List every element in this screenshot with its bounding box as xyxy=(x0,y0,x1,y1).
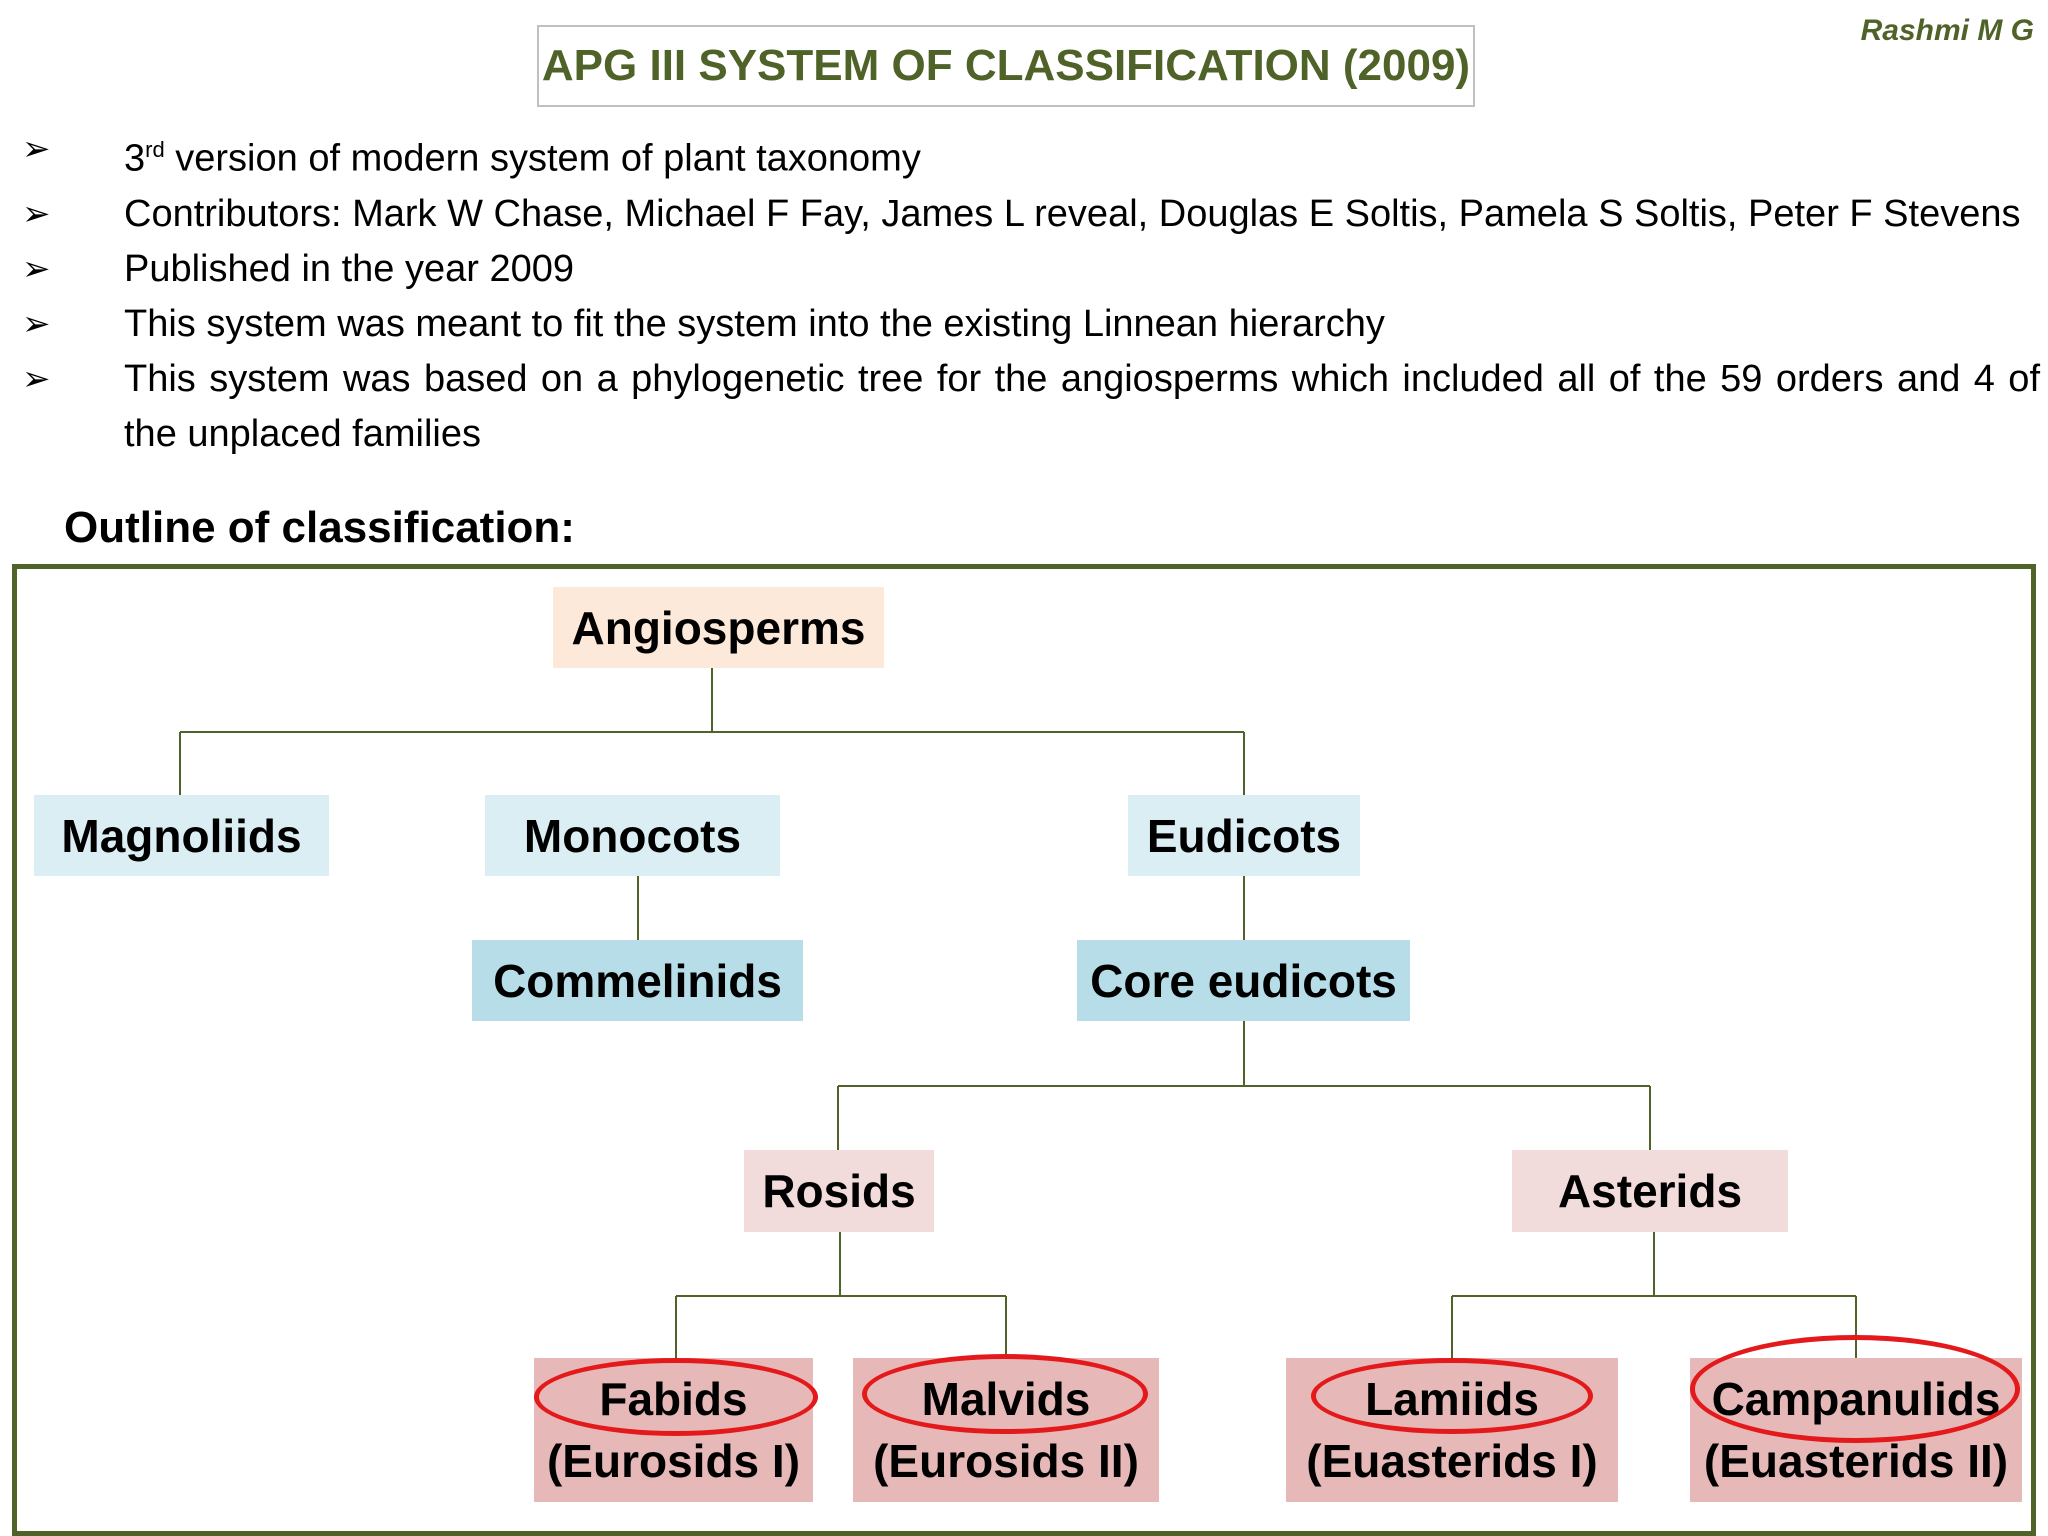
node-monocots xyxy=(485,795,780,876)
node-campanulids-sublabel: (Euasterids II) xyxy=(1703,1435,2009,1487)
connector-angiosperms-children xyxy=(180,668,1244,795)
node-malvids-sublabel: (Eurosids II) xyxy=(873,1435,1139,1487)
arrow-bullet-icon: ➢ xyxy=(22,304,51,343)
page-title: APG III SYSTEM OF CLASSIFICATION (2009) xyxy=(537,25,1475,107)
node-commelinids xyxy=(472,940,803,1021)
node-asterids-label: Asterids xyxy=(1557,1165,1743,1217)
bullet-text: This system was based on a phylogenetic tree for the angiosperms which included all of the 59 orders and 4 of the unplaced families xyxy=(124,357,2040,455)
author-credit: Rashmi M G xyxy=(1860,14,2034,47)
node-rosids xyxy=(744,1150,934,1232)
bullet-text: Published in the year 2009 xyxy=(124,247,574,290)
node-lamiids-label: Lamiids xyxy=(1365,1373,1539,1425)
node-monocots-label: Monocots xyxy=(523,809,742,862)
node-eudicots xyxy=(1128,795,1360,876)
node-campanulids-label: Campanulids xyxy=(1711,1373,2001,1425)
node-asterids xyxy=(1512,1150,1788,1232)
connector-asterids-children xyxy=(1452,1232,1856,1358)
connector-core-children xyxy=(838,1020,1650,1150)
node-core-eudicots-label: Core eudicots xyxy=(1090,954,1397,1007)
node-fabids-sublabel: (Eurosids I) xyxy=(546,1435,801,1487)
bullet-ordinal-suffix: rd xyxy=(145,137,165,162)
bullet-text: This system was meant to fit the system into the existing Linnean hierarchy xyxy=(124,302,1385,345)
arrow-bullet-icon: ➢ xyxy=(22,130,51,168)
node-lamiids xyxy=(1286,1358,1618,1502)
connector-rosids-children xyxy=(676,1232,1006,1358)
node-magnoliids xyxy=(34,795,329,876)
arrow-bullet-icon: ➢ xyxy=(22,249,51,288)
outline-heading: Outline of classification: xyxy=(64,503,575,552)
arrow-bullet-icon: ➢ xyxy=(22,194,51,233)
bullet-text: version of modern system of plant taxonomy xyxy=(164,137,921,180)
node-rosids-label: Rosids xyxy=(762,1165,916,1217)
node-magnoliids-label: Magnoliids xyxy=(61,809,302,862)
node-fabids xyxy=(534,1358,813,1502)
arrow-bullet-icon: ➢ xyxy=(22,359,51,398)
node-commelinids-label: Commelinids xyxy=(493,954,782,1007)
node-lamiids-sublabel: (Euasterids I) xyxy=(1306,1435,1598,1487)
node-angiosperms-label: Angiosperms xyxy=(571,601,866,654)
node-core-eudicots xyxy=(1077,940,1410,1021)
bullet-ordinal: 3 xyxy=(124,137,146,180)
node-campanulids xyxy=(1690,1358,2022,1502)
node-malvids-label: Malvids xyxy=(921,1373,1091,1425)
node-malvids xyxy=(853,1358,1159,1502)
node-eudicots-label: Eudicots xyxy=(1146,809,1342,862)
bullet-text: Contributors: Mark W Chase, Michael F Fay, James L reveal, Douglas E Soltis, Pamela S Soltis, Peter F Stevens xyxy=(124,192,2021,235)
node-angiosperms xyxy=(553,587,884,668)
node-fabids-label: Fabids xyxy=(599,1373,748,1425)
